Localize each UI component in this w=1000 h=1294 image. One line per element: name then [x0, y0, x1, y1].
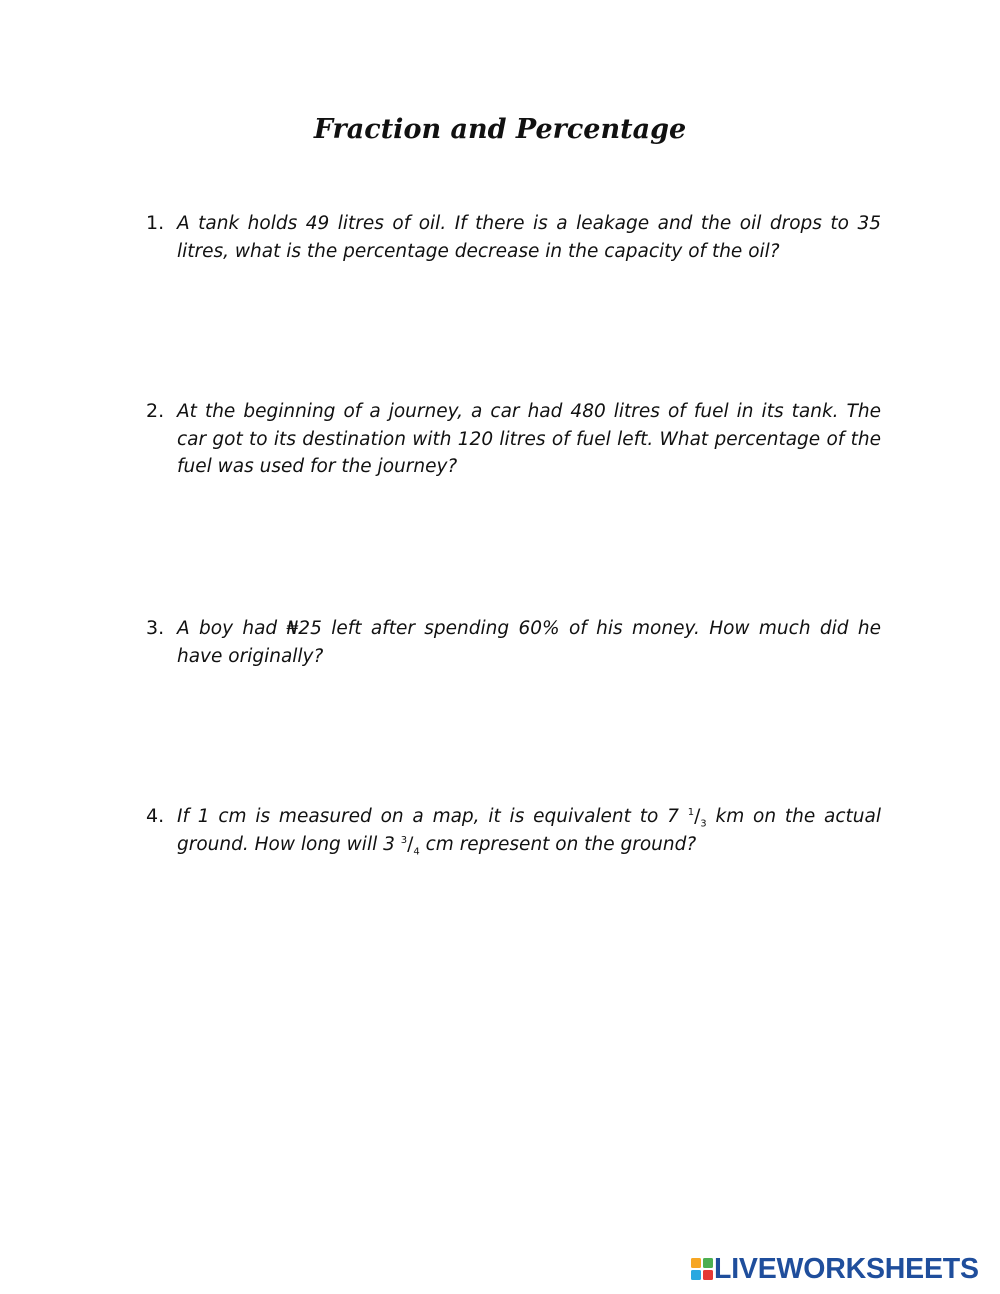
fraction-numerator: 3	[400, 834, 408, 846]
logo-square	[691, 1258, 701, 1268]
question-1	[146, 210, 881, 265]
question-text: At the beginning of a journey, a car had 480 litres of fuel in its tank. The car got to its destination with 120 litres of fuel left. What percentage of the fuel was used for the journey?	[177, 401, 881, 477]
question-4	[146, 803, 881, 858]
logo-squares-icon	[691, 1258, 713, 1280]
logo-wordmark: LIVEWORKSHEETS	[714, 1253, 979, 1285]
question-number: 3.	[146, 617, 165, 639]
question-3	[146, 615, 881, 670]
question-number: 1.	[146, 212, 165, 234]
logo-square	[691, 1270, 701, 1280]
question-text: A boy had ₦25 left after spending 60% of his money. How much did he have originally?	[177, 618, 881, 667]
question-text-part: cm represent on the ground?	[419, 833, 697, 855]
fraction-denominator: 4	[413, 846, 420, 858]
question-text: A tank holds 49 litres of oil. If there is a leakage and the oil drops to 35 litres, what is the percentage decrease in the capacity of the oil?	[177, 213, 881, 262]
logo-square	[703, 1258, 713, 1268]
question-text-part: km on the actual ground. How long will 3	[177, 806, 881, 855]
question-text	[177, 803, 881, 858]
question-2	[146, 398, 881, 481]
question-number: 2.	[146, 400, 165, 422]
fraction-one-third: $^1/_3$	[687, 806, 707, 830]
page-title: Fraction and Percentage	[313, 114, 687, 145]
fraction-numerator: 1	[687, 806, 695, 818]
question-number: 4.	[146, 805, 165, 827]
question-text-part: If 1 cm is measured on a map, it is equivalent to 7	[177, 806, 688, 827]
fraction-denominator: 3	[700, 818, 707, 830]
fraction-three-quarters: $^3/_4$	[400, 833, 420, 858]
logo-square	[703, 1270, 713, 1280]
